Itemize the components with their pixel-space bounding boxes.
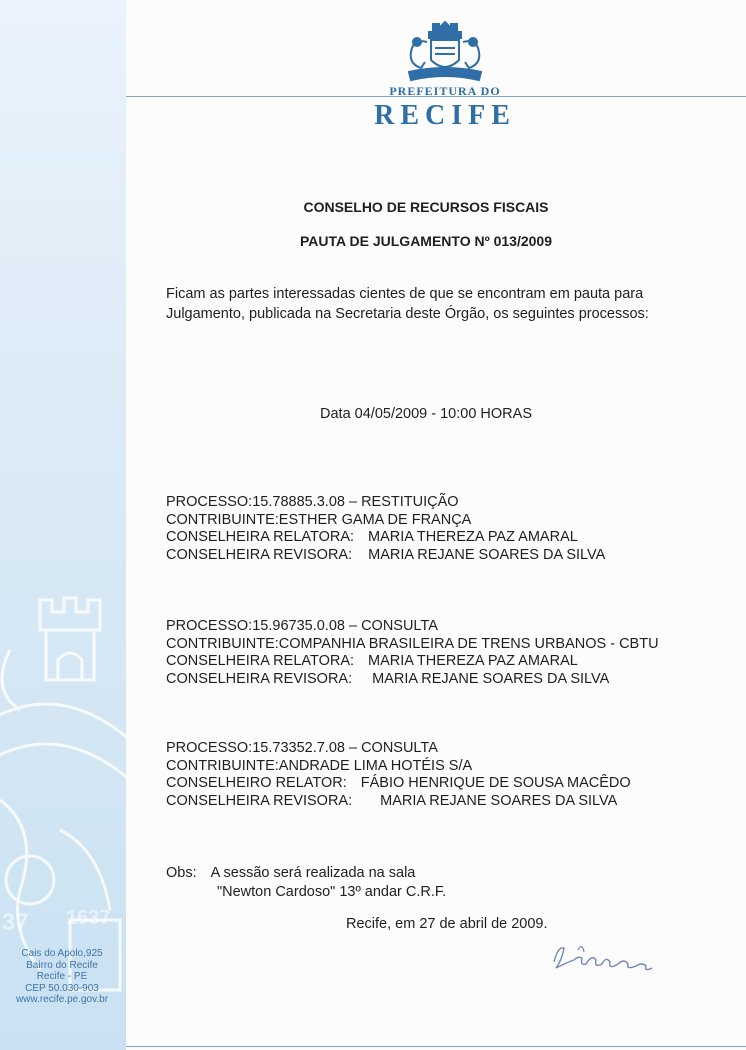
council-name: CONSELHO DE RECURSOS FISCAIS bbox=[303, 199, 549, 215]
observation-line-2: "Newton Cardoso" 13º andar C.R.F. bbox=[217, 884, 447, 900]
reviewer-name: MARIA REJANE SOARES DA SILVA bbox=[372, 670, 610, 687]
taxpayer-row bbox=[166, 512, 605, 530]
intro-paragraph bbox=[166, 284, 706, 324]
process-label: PROCESSO: bbox=[166, 618, 253, 634]
rapporteur-label: CONSELHEIRA RELATORA: bbox=[166, 653, 355, 669]
reviewer-row bbox=[166, 671, 659, 689]
process-number-row bbox=[166, 494, 605, 512]
observation-line-1: A sessão será realizada na sala bbox=[210, 865, 416, 881]
address-city: Recife - PE bbox=[36, 971, 88, 982]
taxpayer-name: ESTHER GAMA DE FRANÇA bbox=[278, 511, 472, 528]
reviewer-name: MARIA REJANE SOARES DA SILVA bbox=[368, 546, 606, 563]
watermark-number-left: 37 bbox=[2, 909, 29, 936]
address-block bbox=[4, 948, 120, 1006]
footer-divider bbox=[126, 1046, 746, 1047]
reviewer-row bbox=[166, 793, 631, 811]
rapporteur-row bbox=[166, 775, 631, 793]
process-number: 15.96735.0.08 – CONSULTA bbox=[252, 618, 438, 634]
rapporteur-name: MARIA THEREZA PAZ AMARAL bbox=[368, 653, 578, 669]
taxpayer-name: COMPANHIA BRASILEIRA DE TRENS URBANOS - CBTU bbox=[278, 635, 659, 652]
reviewer-name: MARIA REJANE SOARES DA SILVA bbox=[380, 792, 618, 809]
rapporteur-label: CONSELHEIRA RELATORA: bbox=[166, 529, 355, 545]
process-block-2 bbox=[166, 618, 659, 688]
prefeitura-label: PREFEITURA DO bbox=[389, 84, 501, 98]
taxpayer-label: CONTRIBUINTE: bbox=[166, 757, 279, 774]
rapporteur-row bbox=[166, 529, 605, 547]
taxpayer-name: ANDRADE LIMA HOTÉIS S/A bbox=[278, 757, 473, 774]
sidebar-watermark-band bbox=[0, 0, 126, 1050]
address-district: Bairro do Recife bbox=[26, 959, 98, 971]
reviewer-label: CONSELHEIRA REVISORA: bbox=[166, 792, 353, 809]
observation-label: Obs: bbox=[166, 865, 197, 881]
observation-note bbox=[166, 864, 446, 902]
taxpayer-label: CONTRIBUINTE: bbox=[166, 511, 279, 528]
process-number-row bbox=[166, 740, 631, 758]
reviewer-label: CONSELHEIRA REVISORA: bbox=[166, 670, 353, 687]
process-block-3 bbox=[166, 740, 631, 810]
reviewer-label: CONSELHEIRA REVISORA: bbox=[166, 546, 353, 563]
place-and-date: Recife, em 27 de abril de 2009. bbox=[346, 916, 548, 932]
taxpayer-row bbox=[166, 636, 659, 654]
pauta-title: PAUTA DE JULGAMENTO Nº 013/2009 bbox=[300, 233, 552, 249]
rapporteur-name: MARIA THEREZA PAZ AMARAL bbox=[368, 529, 578, 545]
watermark-number-right: 1637 bbox=[66, 907, 111, 929]
rapporteur-label: CONSELHEIRO RELATOR: bbox=[166, 775, 347, 791]
process-label: PROCESSO: bbox=[166, 494, 253, 510]
rapporteur-row bbox=[166, 653, 659, 671]
city-name: RECIFE bbox=[374, 100, 516, 131]
reviewer-row bbox=[166, 547, 605, 565]
taxpayer-label: CONTRIBUINTE: bbox=[166, 635, 279, 652]
intro-line-1: Ficam as partes interessadas cientes de que se encontram em pauta para bbox=[166, 286, 644, 302]
taxpayer-row bbox=[166, 758, 631, 776]
process-label: PROCESSO: bbox=[166, 740, 253, 756]
address-website: www.recife.pe.gov.br bbox=[15, 994, 109, 1005]
signature bbox=[548, 938, 658, 978]
process-number: 15.73352.7.08 – CONSULTA bbox=[252, 740, 438, 756]
address-street: Cais do Apolo,925 bbox=[21, 948, 103, 959]
session-date: Data 04/05/2009 - 10:00 HORAS bbox=[320, 406, 532, 422]
address-postal-code: CEP 50.030-903 bbox=[25, 982, 99, 994]
process-block-1 bbox=[166, 494, 605, 564]
process-number-row bbox=[166, 618, 659, 636]
rapporteur-name: FÁBIO HENRIQUE DE SOUSA MACÊDO bbox=[360, 775, 631, 791]
intro-line-2: Julgamento, publicada na Secretaria deste Órgão, os seguintes processos: bbox=[166, 306, 649, 322]
process-number: 15.78885.3.08 – RESTITUIÇÃO bbox=[252, 494, 459, 510]
recife-coat-of-arms-icon bbox=[395, 18, 495, 88]
